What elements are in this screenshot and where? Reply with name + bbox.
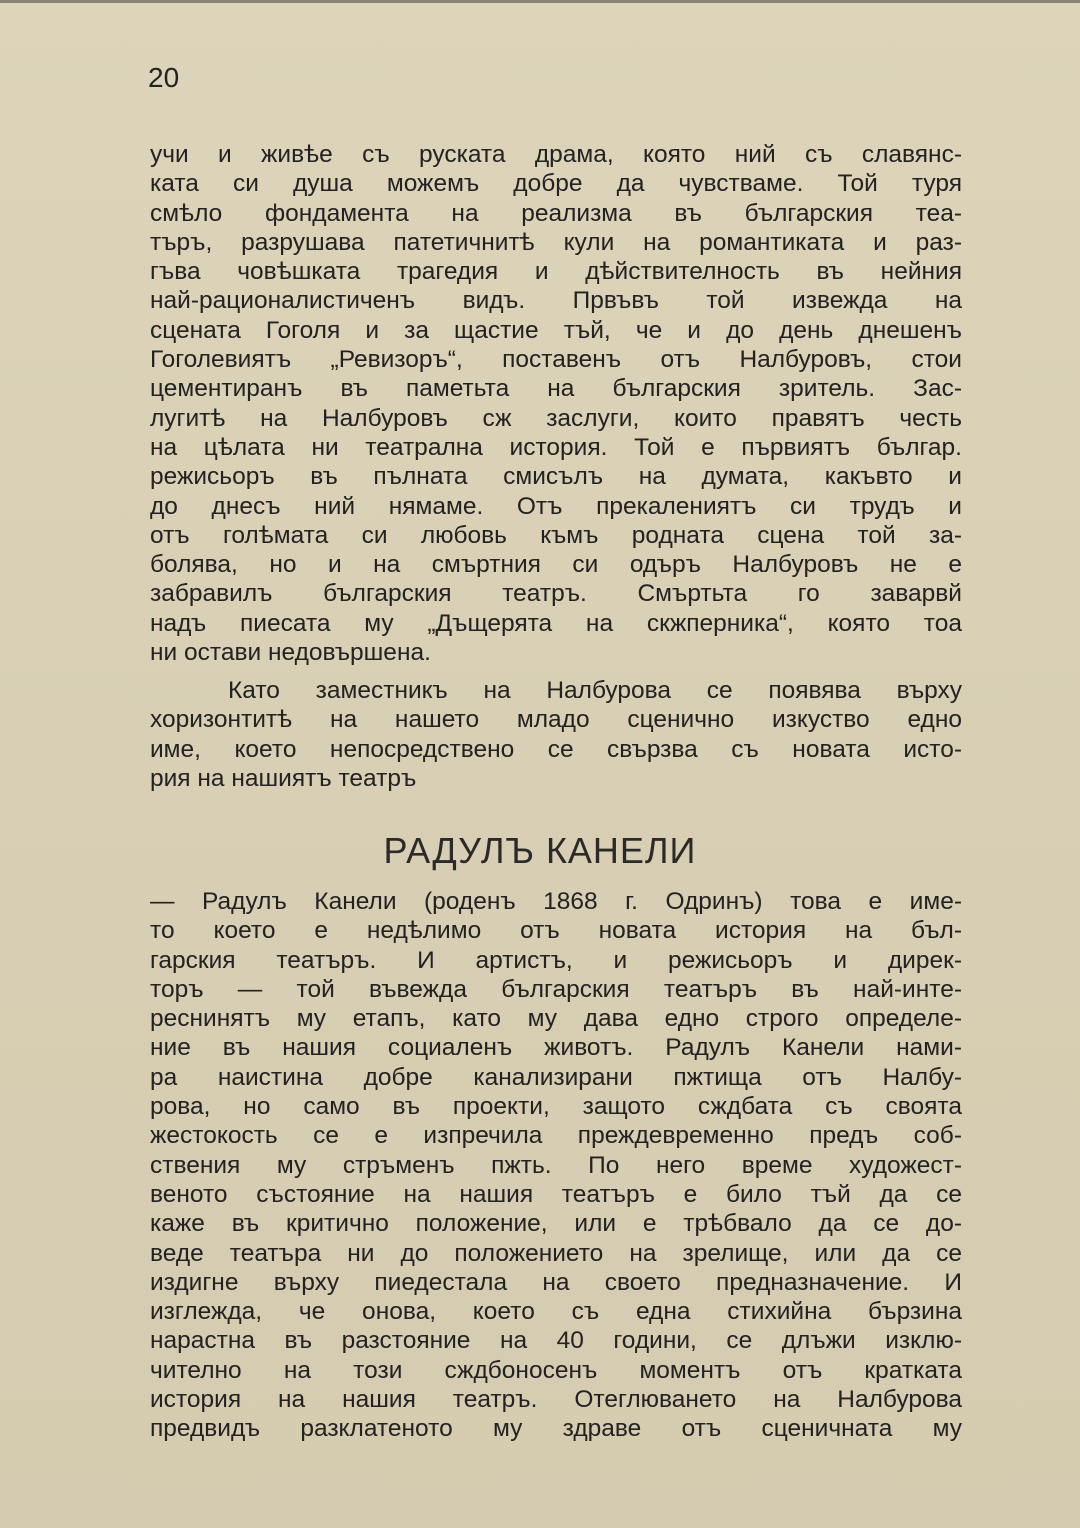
text-line: ката си душа можемъ добре да чувстваме. Той туря [150,170,962,198]
text-line: надъ пиесата му „Дъщерята на скжперника“, която тоа [150,609,962,637]
top-edge-line [0,0,1080,3]
paragraph-3 [150,887,962,1444]
text-line: болява, но и на смъртния си одъръ Налбуровъ не е [150,551,962,579]
text-line: рова, но само въ проекти, защото сждбата съ своята [150,1093,962,1121]
text-line: Гоголевиятъ „Ревизоръ“, поставенъ отъ Налбуровъ, стои [150,346,962,374]
paragraph-1 [150,140,962,667]
text-line: то което е недѣлимо отъ новата история на бъл- [150,917,962,945]
text-line: лугитѣ на Налбуровъ сж заслуги, които правятъ честь [150,404,962,432]
text-line: отъ голѣмата си любовь къмъ родната сцена той за- [150,521,962,549]
text-line: ни остави недовършена. [150,639,431,667]
text-line: — Радулъ Канели (роденъ 1868 г. Одринъ) това е име- [150,888,962,915]
text-line: ние въ нашия социаленъ животъ. Радулъ Канели нами- [150,1034,962,1062]
text-line: Като заместникъ на Налбурова се появява върху [228,677,962,704]
text-line: ра наистина добре канализирани пжтища отъ Налбу- [150,1063,962,1091]
section-heading: РАДУЛЪ КАНЕЛИ [383,830,697,871]
text-line: име, което непосредствено се свързва съ новата исто- [150,735,962,763]
text-line: торъ — той въвежда българския театъръ въ най-инте- [150,975,962,1003]
text-line: хоризонтитѣ на нашето младо сценично изкуство едно [150,706,962,734]
text-line: каже въ критично положение, или е трѣбвало да се до- [150,1210,962,1238]
text-line: ствения му стръменъ пжть. По него време художест- [150,1151,962,1179]
text-line: гарския театъръ. И артистъ, и режисьоръ и дирек- [150,946,962,974]
text-line: смѣло фондамента на реализма въ българския теа- [150,199,962,227]
text-line: нарастна въ разстояние на 40 години, се длъжи изклю- [150,1327,962,1355]
text-line: режисьоръ въ пълната смисълъ на думата, какъвто и [150,463,962,491]
text-line: веното състояние на нашия театъръ е било тъй да се [150,1180,962,1208]
text-line: най-рационалистиченъ видъ. Првъвъ той извежда на [150,287,962,315]
text-line: гъва човѣшката трагедия и дѣйствителность въ нейния [150,258,962,286]
text-line: сцената Гоголя и за щастие тъй, че и до день днешенъ [150,316,962,344]
page-number: 20 [148,62,180,93]
text-line: издигне върху пиедестала на своето предназначение. И [150,1268,962,1296]
text-line: учи и живѣе съ руската драма, която ний съ славянс- [150,141,962,168]
text-line: изглежда, че онова, което съ една стихийна бързина [150,1298,962,1326]
text-line: търъ, разрушава патетичнитѣ кули на романтиката и раз- [150,228,962,256]
text-line: реснинятъ му етапъ, като му дава едно строго определе- [150,1005,962,1033]
text-line: забравилъ българския театръ. Смъртьта го заварвй [150,580,962,608]
text-line: цементиранъ въ паметьта на българския зритель. Зас- [150,375,962,403]
text-line: на цѣлата ни театрална история. Той е първиятъ българ. [150,433,962,461]
paragraph-2 [150,676,962,793]
text-line: до днесъ ний нямаме. Отъ прекалениятъ си трудъ и [150,492,962,520]
text-line: жестокость се е изпречила преждевременно предъ соб- [150,1122,962,1150]
text-line: веде театъра ни до положението на зрелище, или да се [150,1239,962,1267]
text-line: чително на този сждбоносенъ моментъ отъ кратката [150,1356,962,1384]
text-line: предвидъ разклатеното му здраве отъ сценичната му [150,1415,962,1443]
text-line: рия на нашиятъ театръ [150,764,417,792]
text-line: история на нашия театръ. Отеглюването на Налбурова [150,1386,962,1414]
